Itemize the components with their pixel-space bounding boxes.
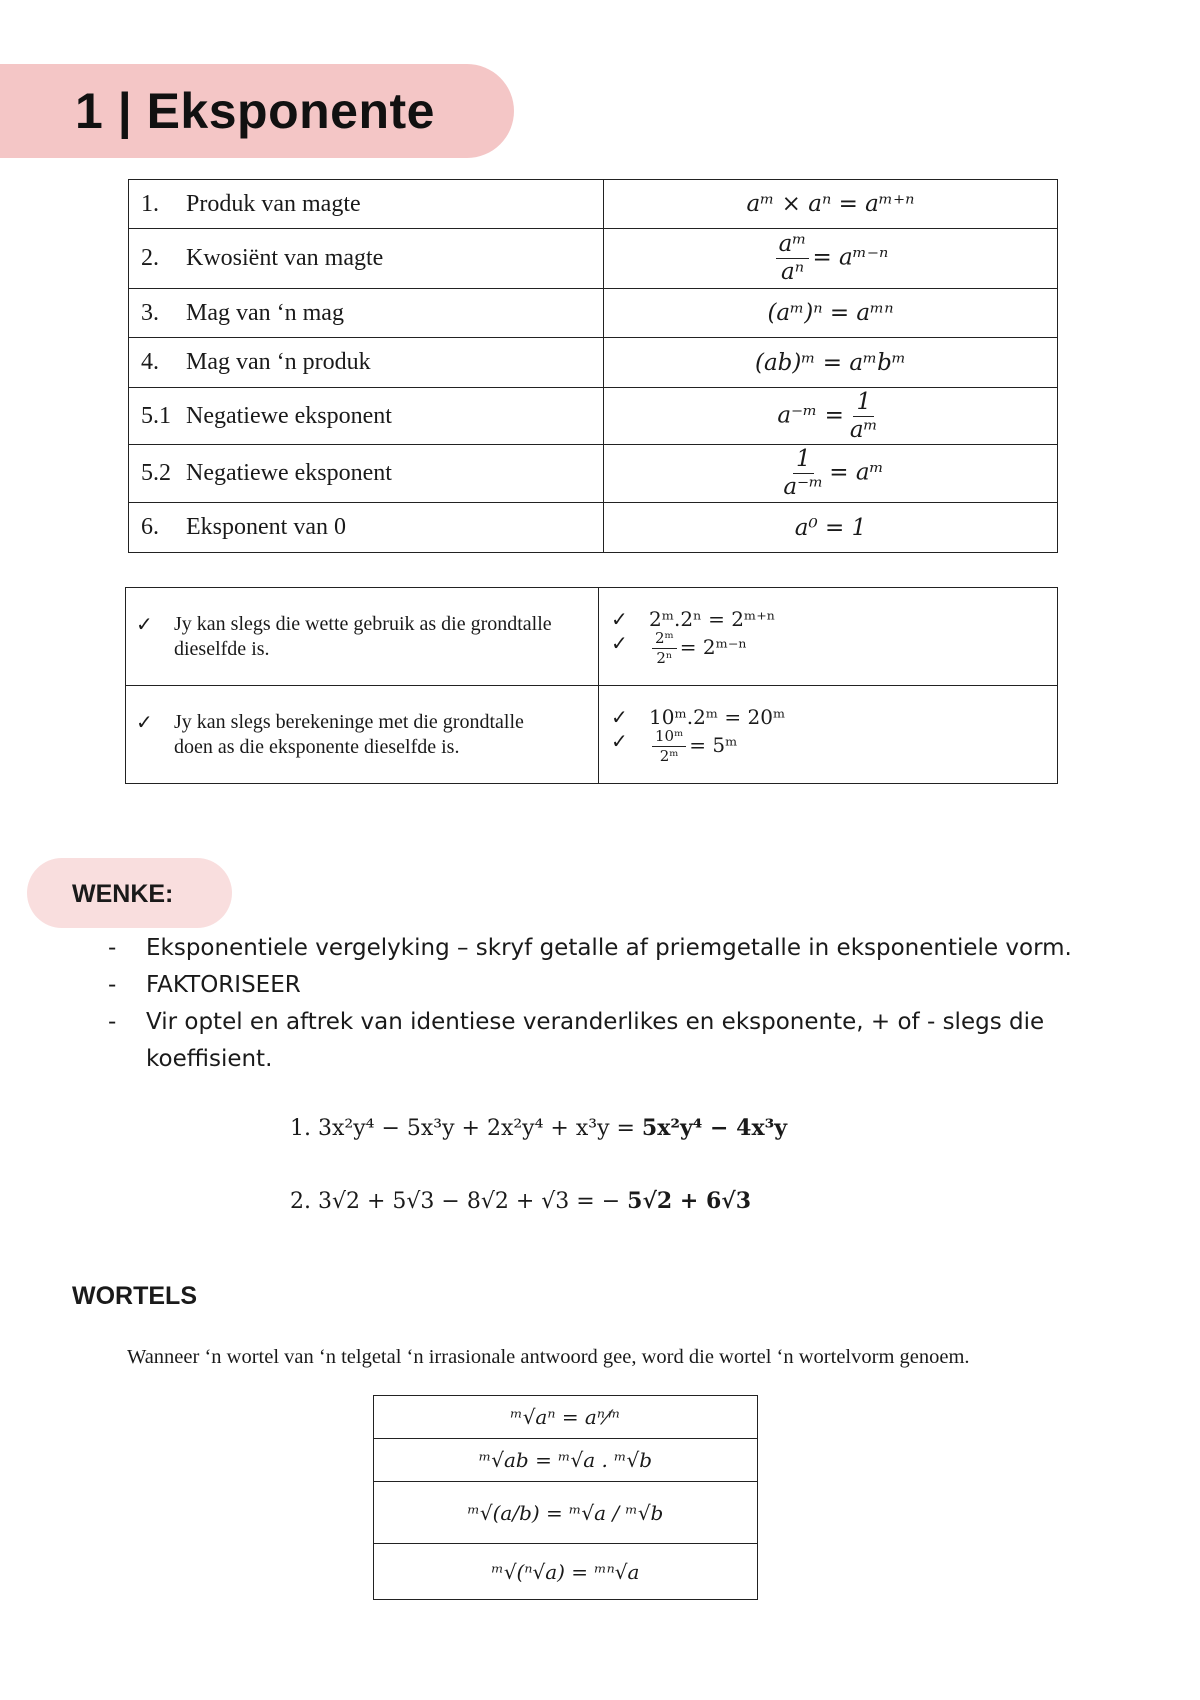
note-text: Jy kan slegs berekeninge met die grondtalle doen as die eksponente dieselfde is. xyxy=(174,710,524,758)
bullet: - xyxy=(108,1009,117,1035)
law-number: 2. xyxy=(141,245,159,271)
checkmark-icon: ✓ xyxy=(136,613,153,636)
fraction: $\frac{1}{\text{a⁻ᵐ}}$ xyxy=(783,446,824,500)
hints-list xyxy=(0,930,1200,1078)
checkmark-icon: ✓ xyxy=(611,607,628,631)
root-rule: ᵐ√ab = ᵐ√a . ᵐ√b xyxy=(374,1439,758,1482)
checkmark-icon: ✓ xyxy=(611,631,628,655)
note-example: = 5ᵐ xyxy=(689,733,738,757)
law-formula: a⁻ᵐ = $\frac{1}{\text{aᵐ}}$ xyxy=(604,388,1058,445)
checkmark-icon: ✓ xyxy=(611,729,628,753)
list-item: - Eksponentiele vergelyking – skryf getalle af priemgetalle in eksponentiele vorm. xyxy=(0,930,1200,967)
fraction: $\frac{\text{2ᵐ}}{\text{2ⁿ}}$ xyxy=(652,631,677,666)
wortels-heading: WORTELS xyxy=(72,1282,197,1310)
table-row xyxy=(126,686,1058,784)
bullet: - xyxy=(108,935,117,961)
law-number: 5.2 xyxy=(141,460,171,486)
checkmark-icon: ✓ xyxy=(136,711,153,734)
fraction: $\frac{\text{aᵐ}}{\text{aⁿ}}$ xyxy=(776,233,810,284)
exponent-laws-table xyxy=(128,179,1058,553)
wortels-intro: Wanneer ‘n wortel van ‘n telgetal ‘n irrasionale antwoord gee, word die wortel ‘n wortelvorm genoem. xyxy=(127,1346,970,1368)
law-name: Mag van ‘n produk xyxy=(186,349,371,375)
table-row xyxy=(129,289,1058,338)
checkmark-icon: ✓ xyxy=(611,705,628,729)
bullet: - xyxy=(108,972,117,998)
table-row xyxy=(129,388,1058,445)
law-number: 1. xyxy=(141,190,159,217)
table-row xyxy=(374,1482,758,1544)
law-number: 4. xyxy=(141,349,159,375)
table-row xyxy=(374,1439,758,1482)
note-example: = 2ᵐ⁻ⁿ xyxy=(679,635,748,659)
law-formula: (ab)ᵐ = aᵐbᵐ xyxy=(604,338,1058,388)
table-row xyxy=(374,1396,758,1439)
table-row xyxy=(129,338,1058,388)
law-formula: $\frac{1}{\text{a⁻ᵐ}}$ = aᵐ xyxy=(604,445,1058,503)
law-number: 3. xyxy=(141,299,159,326)
note-text: Jy kan slegs die wette gebruik as die grondtalle dieselfde is. xyxy=(174,612,552,660)
law-formula: (aᵐ)ⁿ = aᵐⁿ xyxy=(604,289,1058,338)
law-name: Mag van ‘n mag xyxy=(186,299,344,326)
notes-table xyxy=(125,587,1058,784)
law-name: Kwosiënt van magte xyxy=(186,245,384,271)
root-rule: ᵐ√(ⁿ√a) = ᵐⁿ√a xyxy=(374,1544,758,1600)
table-row xyxy=(129,503,1058,553)
roots-table xyxy=(373,1395,758,1600)
fraction: $\frac{\text{10ᵐ}}{\text{2ᵐ}}$ xyxy=(652,729,686,764)
fraction: $\frac{1}{\text{aᵐ}}$ xyxy=(849,388,878,443)
root-rule: ᵐ√(a/b) = ᵐ√a / ᵐ√b xyxy=(374,1482,758,1544)
note-example: 10ᵐ.2ᵐ = 20ᵐ xyxy=(649,705,786,729)
law-number: 6. xyxy=(141,514,159,540)
law-name: Eksponent van 0 xyxy=(186,514,346,540)
list-item: - Vir optel en aftrek van identiese veranderlikes en eksponente, + of - slegs die xyxy=(0,1004,1200,1041)
law-formula: $\frac{\text{aᵐ}}{\text{aⁿ}}$ = aᵐ⁻ⁿ xyxy=(604,229,1058,289)
page-title: 1 | Eksponente xyxy=(75,83,435,139)
law-name: Negatiewe eksponent xyxy=(186,460,392,486)
note-example: 2ᵐ.2ⁿ = 2ᵐ⁺ⁿ xyxy=(649,607,776,631)
table-row xyxy=(129,229,1058,289)
table-row xyxy=(129,445,1058,503)
list-item: koeffisient. xyxy=(146,1046,273,1072)
example-1: 1. 3x²y⁴ − 5x³y + 2x²y⁴ + x³y = 5x²y⁴ − 4x³y xyxy=(290,1115,787,1141)
law-name: Negatiewe eksponent xyxy=(186,402,392,429)
example-2: 2. 3√2 + 5√3 − 8√2 + √3 = − 5√2 + 6√3 xyxy=(290,1188,752,1214)
table-row xyxy=(129,180,1058,229)
wenke-heading: WENKE: xyxy=(72,880,174,908)
table-row xyxy=(126,588,1058,686)
table-row xyxy=(374,1544,758,1600)
law-formula: aᵐ × aⁿ = aᵐ⁺ⁿ xyxy=(604,180,1058,229)
root-rule: ᵐ√aⁿ = aⁿ⁄ᵐ xyxy=(374,1396,758,1439)
law-formula: a⁰ = 1 xyxy=(604,503,1058,553)
law-number: 5.1 xyxy=(141,402,171,429)
list-item: - FAKTORISEER xyxy=(0,967,1200,1004)
law-name: Produk van magte xyxy=(186,190,361,217)
